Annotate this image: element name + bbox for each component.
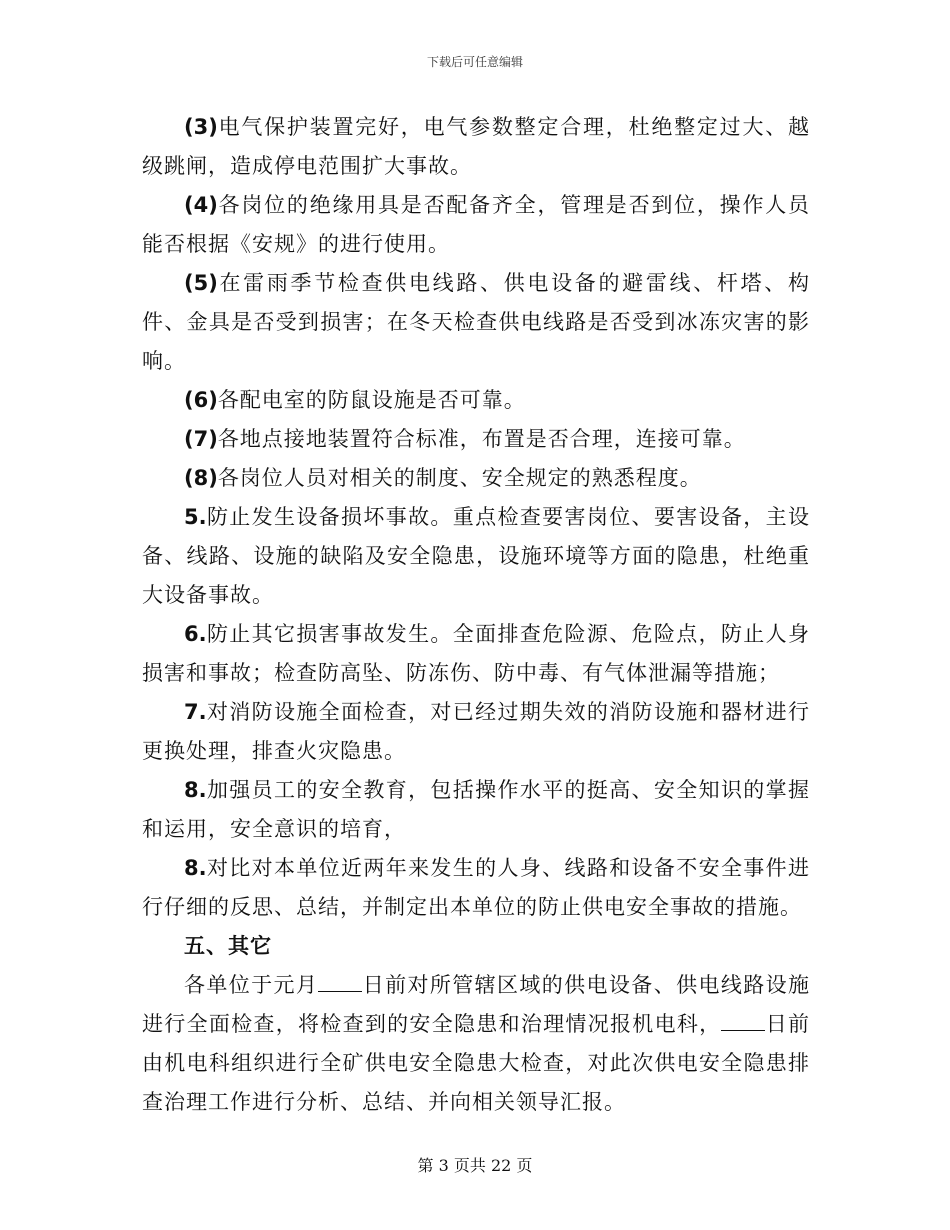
item-number: (3) [184,115,218,139]
item-number: (5) [184,271,218,295]
item-text: 各地点接地装置符合标准，布置是否合理，连接可靠。 [217,427,746,451]
item-text: 各岗位的绝缘用具是否配备齐全，管理是否到位，操作人员能否根据《安规》的进行使用。 [142,193,810,256]
item-number: 8. [184,778,207,802]
item-text: 对消防设施全面检查，对已经过期失效的消防设施和器材进行更换处理，排查火灾隐患。 [142,700,810,763]
item-number: (8) [184,466,218,490]
list-item [142,693,810,771]
item-text: 各配电室的防鼠设施是否可靠。 [217,388,526,412]
section-text-part-2: 日前对所管辖区域的供电设备、供电线路设施进行全面检查，将检查到的安全隐患和治理情况报机电科， [142,973,811,1036]
fill-in-blank [721,1012,765,1031]
section-text-part-3: 日前由机电科组织进行全矿供电安全隐患大检查，对此次供电安全隐患排查治理工作进行分析、总结、并向相关领导汇报。 [142,1012,811,1114]
item-number: (7) [184,427,218,451]
item-text: 电气保护装置完好，电气参数整定合理，杜绝整定过大、越级跳闸，造成停电范围扩大事故。 [142,115,810,178]
page-footer: 第 3 页共 22 页 [417,1156,533,1175]
document-body [142,108,810,1122]
list-item [142,420,810,459]
section-text-part-1: 各单位于元月 [184,973,319,997]
item-number: (4) [184,193,218,217]
item-text: 防止其它损害事故发生。全面排查危险源、危险点，防止人身损害和事故；检查防高坠、防冻伤、防中毒、有气体泄漏等措施； [142,622,810,685]
item-number: 7. [184,700,207,724]
list-item [142,186,810,264]
item-number: 5. [184,505,207,529]
item-text: 防止发生设备损坏事故。重点检查要害岗位、要害设备，主设备、线路、设施的缺陷及安全隐患，设施环境等方面的隐患，杜绝重大设备事故。 [142,505,810,607]
list-item [142,615,810,693]
section-paragraph [142,966,810,1122]
list-item [142,381,810,420]
list-item [142,849,810,927]
list-item [142,264,810,381]
list-item [142,498,810,615]
fill-in-blank [318,973,362,992]
list-item [142,459,810,498]
item-number: 8. [184,856,207,880]
section-heading: 五、其它 [184,934,272,958]
item-number: (6) [184,388,218,412]
list-item [142,108,810,186]
page-header: 下载后可任意编辑 [426,55,523,69]
list-item [142,771,810,849]
item-text: 各岗位人员对相关的制度、安全规定的熟悉程度。 [217,466,702,490]
item-text: 在雷雨季节检查供电线路、供电设备的避雷线、杆塔、构件、金具是否受到损害；在冬天检查供电线路是否受到冰冻灾害的影响。 [142,271,810,373]
item-number: 6. [184,622,207,646]
item-text: 对比对本单位近两年来发生的人身、线路和设备不安全事件进行仔细的反思、总结，并制定出本单位的防止供电安全事故的措施。 [142,856,810,919]
item-text: 加强员工的安全教育，包括操作水平的挺高、安全知识的掌握和运用，安全意识的培育， [142,778,810,841]
